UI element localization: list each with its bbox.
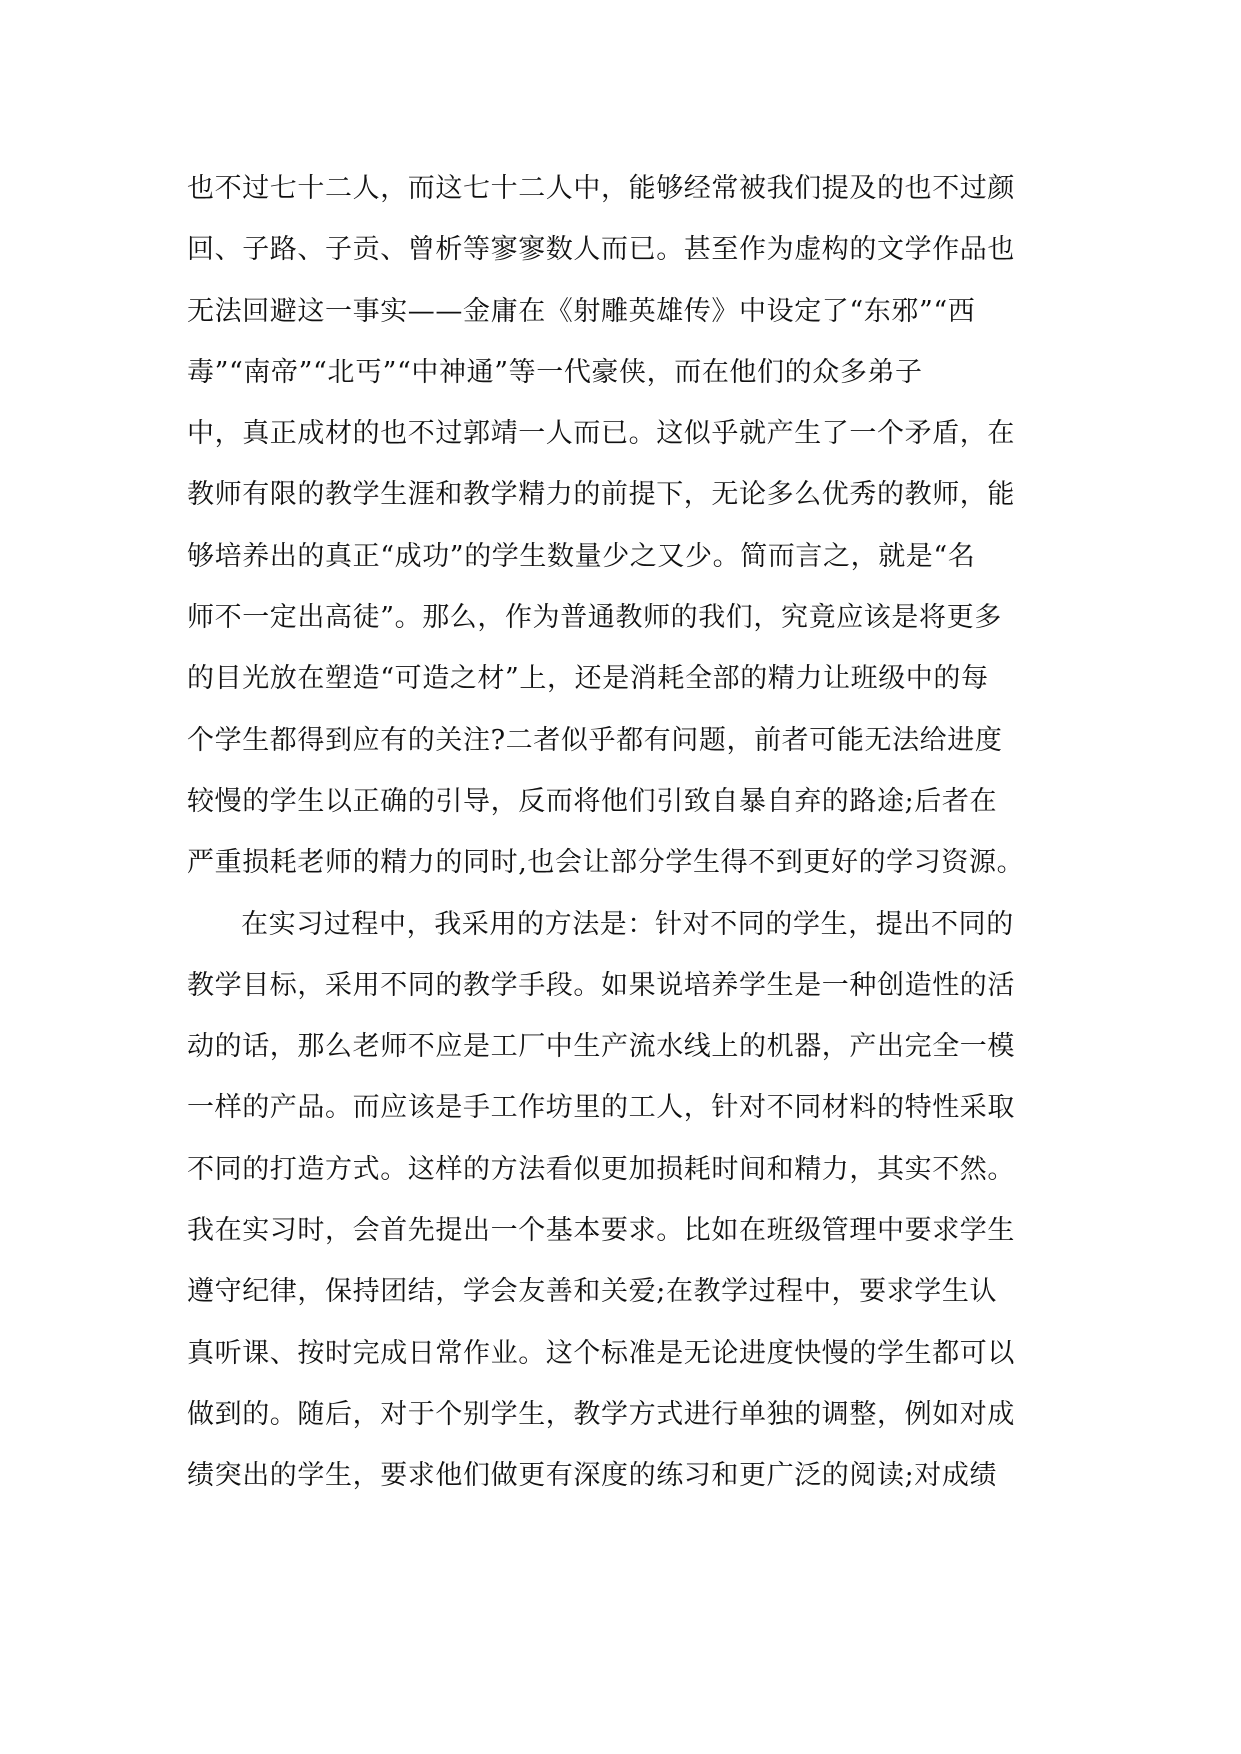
text-line: 毒”“南帝”“北丐”“中神通”等一代豪侠，而在他们的众多弟子: [187, 356, 923, 388]
text-line: 也不过七十二人，而这七十二人中，能够经常被我们提及的也不过颜: [187, 173, 1015, 204]
text-line: 绩突出的学生，要求他们做更有深度的练习和更广泛的阅读;对成绩: [187, 1460, 998, 1492]
text-line: 做到的。随后，对于个别学生，教学方式进行单独的调整，例如对成: [187, 1398, 1015, 1430]
text-line: 遵守纪律，保持团结，学会友善和关爱;在教学过程中，要求学生认: [187, 1276, 998, 1308]
paragraph-2: [187, 894, 1057, 1507]
text-line: 回、子路、子贡、曾析等寥寥数人而已。甚至作为虚构的文学作品也: [187, 234, 1015, 266]
text-line: 在实习过程中，我采用的方法是：针对不同的学生，提出不同的: [241, 908, 1014, 940]
text-line: 个学生都得到应有的关注?二者似乎都有问题，前者可能无法给进度: [187, 724, 1003, 756]
text-line: 的目光放在塑造“可造之材”上，还是消耗全部的精力让班级中的每: [187, 663, 989, 695]
text-line: 无法回避这一事实——金庸在《射雕英雄传》中设定了“东邪”“西: [187, 295, 976, 327]
text-line: 师不一定出高徒”。那么，作为普通教师的我们，究竟应该是将更多: [187, 602, 1002, 634]
text-line: 够培养出的真正“成功”的学生数量少之又少。简而言之，就是“名: [187, 540, 976, 572]
text-line: 我在实习时，会首先提出一个基本要求。比如在班级管理中要求学生: [187, 1215, 1015, 1247]
document-body: [187, 158, 1057, 1507]
text-line: 一样的产品。而应该是手工作坊里的工人，针对不同材料的特性采取: [187, 1092, 1015, 1124]
text-line: 较慢的学生以正确的引导，反而将他们引致自暴自弃的路途;后者在: [187, 785, 998, 817]
text-line: 教学目标，采用不同的教学手段。如果说培养学生是一种创造性的活: [187, 969, 1015, 1001]
text-line: 不同的打造方式。这样的方法看似更加损耗时间和精力，其实不然。: [187, 1153, 1015, 1185]
text-line: 严重损耗老师的精力的同时,也会让部分学生得不到更好的学习资源。: [187, 847, 1025, 879]
paragraph-1: [187, 158, 1057, 894]
text-line: 中，真正成材的也不过郭靖一人而已。这似乎就产生了一个矛盾，在: [187, 418, 1015, 450]
text-line: 动的话，那么老师不应是工厂中生产流水线上的机器，产出完全一模: [187, 1031, 1015, 1063]
text-line: 教师有限的教学生涯和教学精力的前提下，无论多么优秀的教师，能: [187, 479, 1015, 511]
text-line: 真听课、按时完成日常作业。这个标准是无论进度快慢的学生都可以: [187, 1337, 1015, 1369]
